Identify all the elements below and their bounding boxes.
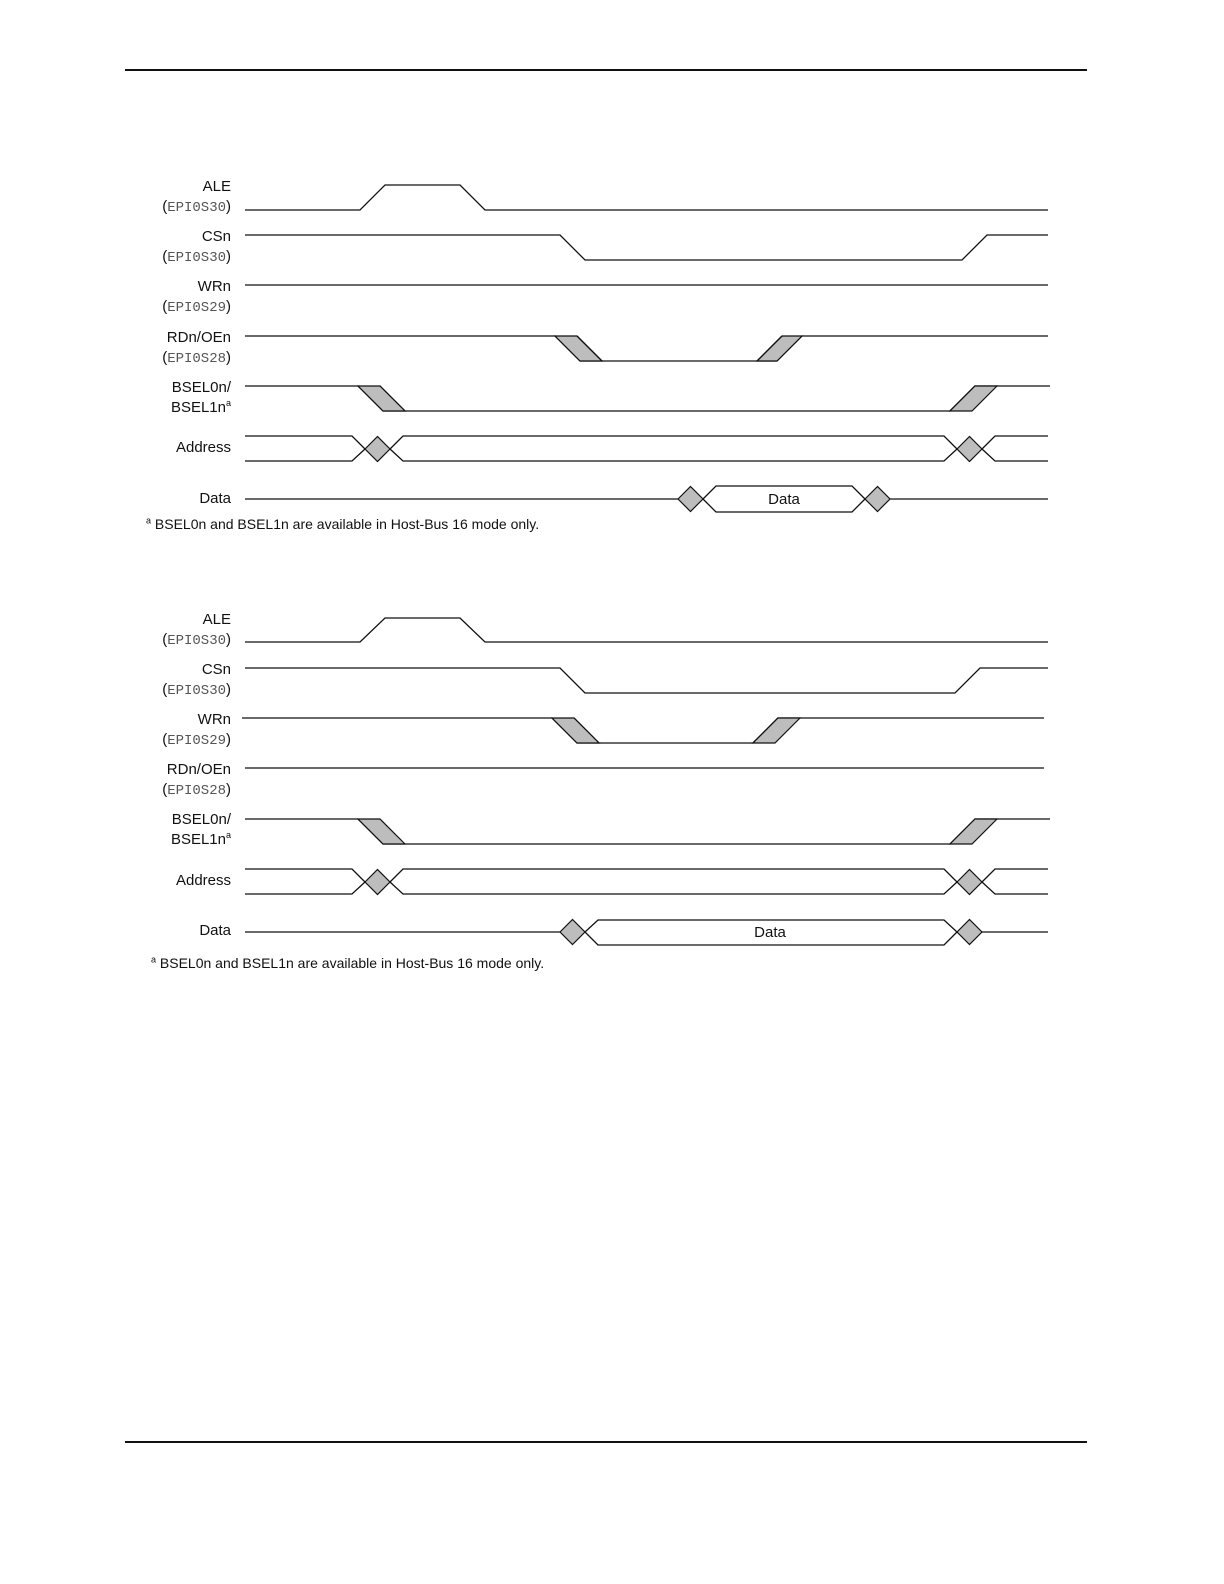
bsel-label-line2-2: $BSEL1n^a$: [170, 830, 231, 848]
bsel-label-line1-2: BSEL0n/: [171, 811, 231, 828]
csn-label: CSn: [201, 228, 231, 245]
address-crossover-2b: [957, 870, 982, 895]
data-bus-label-2: Data: [754, 924, 786, 941]
address-label: Address: [175, 439, 231, 456]
csn-pin-2: (EPI0S30): [162, 681, 231, 699]
rdn-pin: (EPI0S28): [162, 349, 231, 367]
csn-wave-2: [245, 668, 1048, 693]
csn-pin: (EPI0S30): [162, 248, 231, 266]
bsel-rise-shade-2: [950, 819, 997, 844]
rdn-label: RDn/OEn: [166, 329, 231, 346]
footnote-2: $^a$ BSEL0n and BSEL1n are available in Host-Bus 16 mode only.: [151, 954, 545, 971]
footnote: $^a$ BSEL0n and BSEL1n are available in Host-Bus 16 mode only.: [146, 515, 540, 532]
rdn-label-2: RDn/OEn: [166, 761, 231, 778]
wrn-wave-2: [242, 718, 1044, 743]
address-crossover-2a: [365, 870, 390, 895]
address-label-2: Address: [175, 872, 231, 889]
data-label: Data: [199, 490, 231, 507]
data-label-2: Data: [199, 922, 231, 939]
rdn-pin-2: (EPI0S28): [162, 781, 231, 799]
ale-pin: (EPI0S30): [162, 198, 231, 216]
bottom-rule: [125, 1441, 1087, 1443]
wrn-pin-2: (EPI0S29): [162, 731, 231, 749]
wrn-rise-shade-2: [753, 718, 800, 743]
wrn-fall-shade-2: [552, 718, 599, 743]
data-crossover-2a: [560, 920, 585, 945]
ale-pin-2: (EPI0S30): [162, 631, 231, 649]
wrn-label-2: WRn: [197, 711, 231, 728]
wrn-label: WRn: [197, 278, 231, 295]
bsel-label-line1: BSEL0n/: [171, 379, 231, 396]
data-bus-2: [245, 920, 1048, 945]
ale-wave-2: [245, 618, 1048, 642]
wrn-pin: (EPI0S29): [162, 298, 231, 316]
bsel-label-line2: $BSEL1n^a$: [170, 398, 231, 416]
ale-label-2: ALE: [202, 611, 231, 628]
ale-label: ALE: [202, 178, 231, 195]
data-bus-label: Data: [768, 491, 800, 508]
bsel-fall-shade-2: [358, 819, 405, 844]
csn-label-2: CSn: [201, 661, 231, 678]
data-crossover-2b: [957, 920, 982, 945]
